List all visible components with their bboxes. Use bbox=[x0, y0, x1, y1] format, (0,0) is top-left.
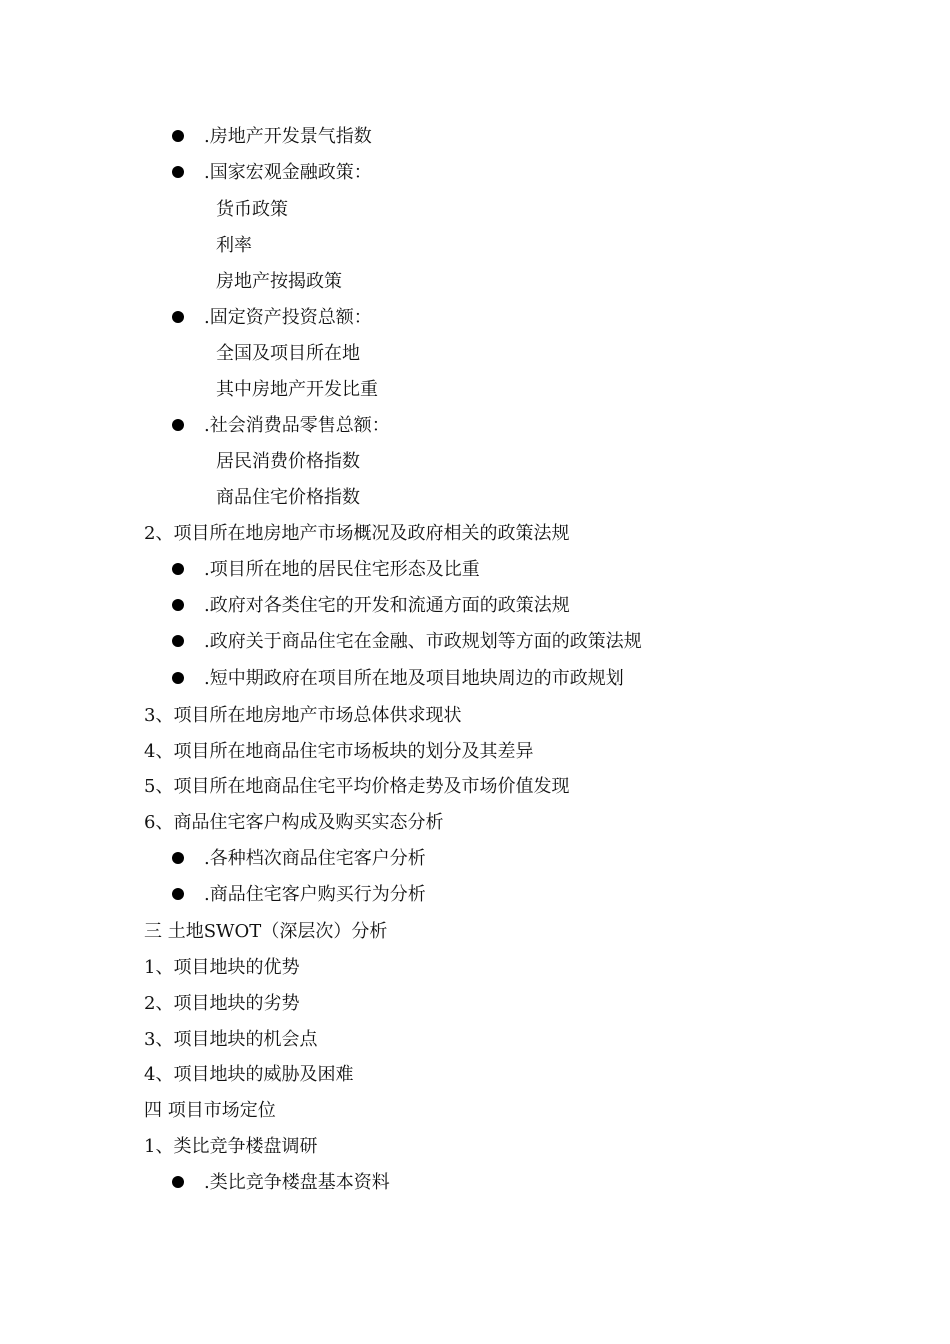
section-heading: 4、项目所在地商品住宅市场板块的划分及其差异 bbox=[144, 741, 534, 762]
section-heading: 1、类比竞争楼盘调研 bbox=[144, 1136, 318, 1157]
bullet-icon bbox=[172, 563, 184, 575]
bullet-item bbox=[172, 124, 372, 150]
bullet-text: .类比竞争楼盘基本资料 bbox=[204, 1172, 390, 1193]
bullet-text: .国家宏观金融政策： bbox=[204, 162, 372, 183]
bullet-icon bbox=[172, 419, 184, 431]
bullet-item bbox=[172, 413, 390, 439]
section-heading: 2、项目所在地房地产市场概况及政府相关的政策法规 bbox=[144, 523, 570, 544]
section-heading: 3、项目地块的机会点 bbox=[144, 1029, 318, 1050]
bullet-text: .商品住宅客户购买行为分析 bbox=[204, 884, 426, 905]
bullet-item bbox=[172, 557, 480, 583]
bullet-icon bbox=[172, 852, 184, 864]
bullet-icon bbox=[172, 888, 184, 900]
section-heading: 6、商品住宅客户构成及购买实态分析 bbox=[144, 812, 444, 833]
sub-item: 其中房地产开发比重 bbox=[216, 379, 378, 400]
bullet-text: .社会消费品零售总额： bbox=[204, 415, 390, 436]
bullet-text: .政府关于商品住宅在金融、市政规划等方面的政策法规 bbox=[204, 631, 642, 652]
section-heading: 4、项目地块的威胁及困难 bbox=[144, 1064, 354, 1085]
section-heading: 3、项目所在地房地产市场总体供求现状 bbox=[144, 705, 462, 726]
bullet-item bbox=[172, 593, 570, 619]
bullet-item bbox=[172, 846, 426, 872]
bullet-item bbox=[172, 1170, 390, 1196]
bullet-text: .项目所在地的居民住宅形态及比重 bbox=[204, 559, 480, 580]
bullet-text: .短中期政府在项目所在地及项目地块周边的市政规划 bbox=[204, 668, 624, 689]
bullet-item bbox=[172, 666, 624, 692]
sub-item: 全国及项目所在地 bbox=[216, 343, 360, 364]
bullet-icon bbox=[172, 635, 184, 647]
sub-item: 房地产按揭政策 bbox=[216, 271, 342, 292]
bullet-icon bbox=[172, 311, 184, 323]
sub-item: 居民消费价格指数 bbox=[216, 451, 360, 472]
bullet-icon bbox=[172, 166, 184, 178]
bullet-text: .房地产开发景气指数 bbox=[204, 126, 372, 147]
section-heading: 2、项目地块的劣势 bbox=[144, 993, 300, 1014]
sub-item: 货币政策 bbox=[216, 199, 288, 220]
section-heading: 1、项目地块的优势 bbox=[144, 957, 300, 978]
bullet-item bbox=[172, 629, 642, 655]
sub-item: 利率 bbox=[216, 235, 252, 256]
chapter-heading: 三 土地SWOT（深层次）分析 bbox=[144, 921, 388, 942]
bullet-icon bbox=[172, 1176, 184, 1188]
bullet-icon bbox=[172, 130, 184, 142]
section-heading: 5、项目所在地商品住宅平均价格走势及市场价值发现 bbox=[144, 776, 570, 797]
bullet-icon bbox=[172, 672, 184, 684]
bullet-text: .固定资产投资总额： bbox=[204, 307, 372, 328]
bullet-icon bbox=[172, 599, 184, 611]
bullet-item bbox=[172, 305, 372, 331]
bullet-text: .各种档次商品住宅客户分析 bbox=[204, 848, 426, 869]
bullet-item bbox=[172, 160, 372, 186]
sub-item: 商品住宅价格指数 bbox=[216, 487, 360, 508]
chapter-heading: 四 项目市场定位 bbox=[144, 1100, 276, 1121]
bullet-item bbox=[172, 882, 426, 908]
bullet-text: .政府对各类住宅的开发和流通方面的政策法规 bbox=[204, 595, 570, 616]
